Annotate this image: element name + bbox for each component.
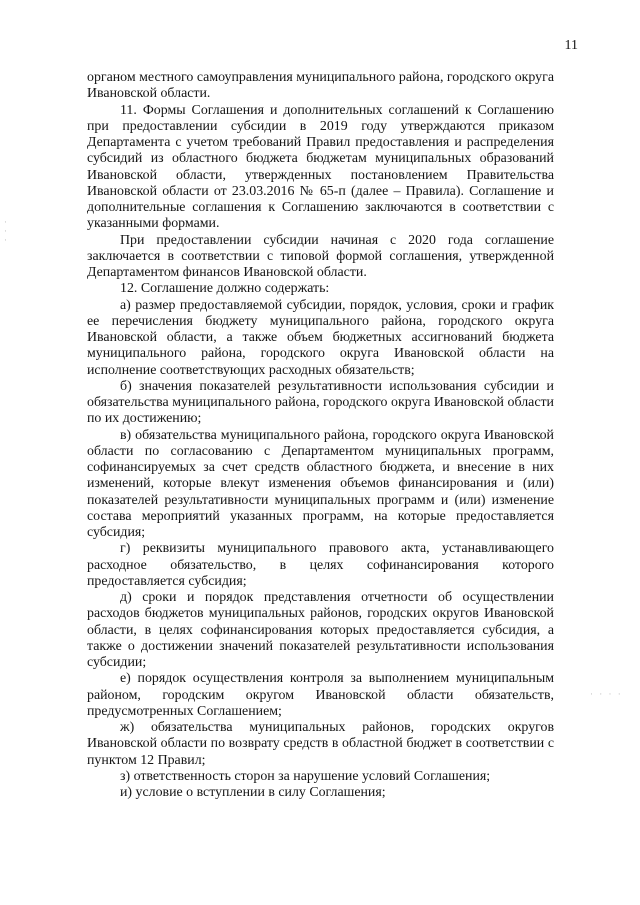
paragraph-12-heading: 12. Соглашение должно содержать:	[120, 281, 330, 297]
paragraph-11-standard-form: При предоставлении субсидии начиная с 2020 года соглашение заключается в соответствии с типовой формой соглашения, утвержденной Департаментом финансов Ивановской области.	[87, 232, 554, 280]
scan-artifact-right: · · · ·	[590, 689, 623, 699]
page-number: 11	[564, 38, 578, 53]
list-item-zh: ж) обязательства муниципальных районов, городских округов Ивановской области по возврату средств в областной бюджет в соответствии с пунктом 12 Правил;	[87, 720, 554, 768]
list-item-b: б) значения показателей результативности использования субсидии и обязательства муниципального района, городского округа Ивановской области по их достижению;	[87, 378, 554, 427]
scan-artifact-left: · · ·	[4, 217, 9, 245]
list-item-z: з) ответственность сторон за нарушение условий Соглашения;	[120, 768, 491, 784]
document-body	[87, 70, 554, 801]
paragraph-11-forms: 11. Формы Соглашения и дополнительных соглашений к Соглашению при предоставлении субсидии в 2019 году утверждаются приказом Департамента с учетом требований Правил предоставления и распределения субсидий из областного бюджета бюджетам муниципальных образований Ивановской области, утвержденных постановлением Правительства Ивановской области от 23.03.2016 № 65-п (далее – Правила). Соглашение и дополнительные соглашения к Соглашению заключаются в соответствии с указанными формами.	[87, 102, 554, 232]
list-item-e: е) порядок осуществления контроля за выполнением муниципальным районом, городским округом Ивановской области обязательств, предусмотренных Соглашением;	[87, 671, 554, 719]
list-item-g: г) реквизиты муниципального правового акта, устанавливающего расходное обязательство, в целях софинансирования которого предоставляется субсидия;	[87, 541, 554, 589]
list-item-i: и) условие о вступлении в силу Соглашения;	[120, 785, 386, 800]
list-item-v: в) обязательства муниципального района, городского округа Ивановской области по согласованию с Департаментом муниципальных программ, софинансируемых за счет средств областного бюджета, и внесение в них изменений, которые влекут изменения объемов финансирования и (или) показателей результативности муниципальных программ и (или) изменение состава мероприятий указанных программ, на которые предоставляется субсидия;	[87, 427, 554, 540]
list-item-d: д) сроки и порядок представления отчетности об осуществлении расходов бюджетов муниципальных районов, городских округов Ивановской области, в целях софинансирования которых предоставляется субсидия, а также о достижении значений показателей результативности использования субсидии;	[87, 590, 554, 670]
list-item-a: а) размер предоставляемой субсидии, порядок, условия, сроки и график ее перечисления бюджету муниципального района, городского округа Ивановской области, а также объем бюджетных ассигнований бюджета муниципального района, городского округа Ивановской области на исполнение соответствующих расходных обязательств;	[87, 297, 554, 378]
paragraph-continuation: органом местного самоуправления муниципального района, городского округа Ивановской области.	[87, 70, 554, 102]
